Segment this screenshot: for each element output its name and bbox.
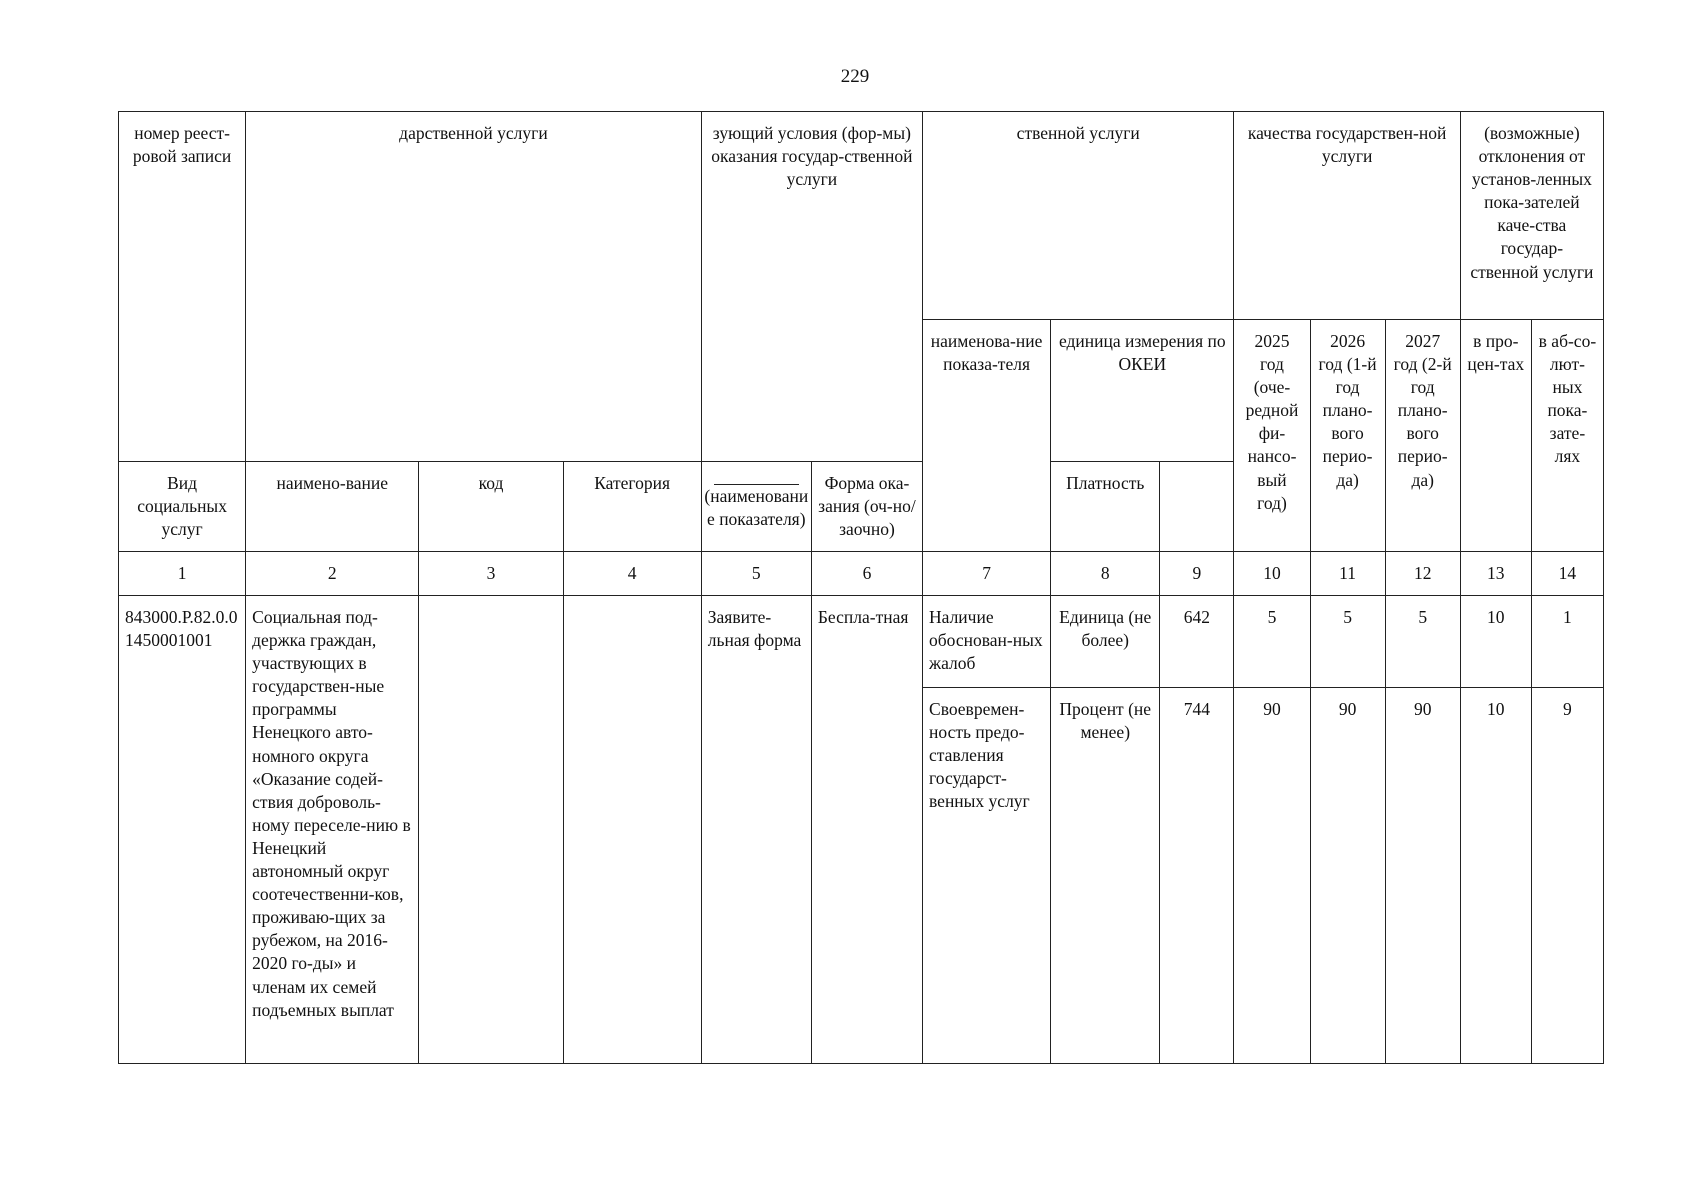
header-in-percent: в про-цен-тах <box>1460 320 1531 552</box>
value-2025: 90 <box>1234 688 1310 1064</box>
header-year-2025: 2025 год (оче-редной фи-нансо-вый год) <box>1234 320 1310 552</box>
column-number-row <box>119 552 1604 596</box>
column-number: 12 <box>1385 552 1460 596</box>
header-year-2027: 2027 год (2-й год плано-вого перио-да) <box>1385 320 1460 552</box>
record-category <box>419 596 563 1064</box>
column-number: 4 <box>563 552 701 596</box>
header-in-absolute: в аб-со-лют-ных пока-зате-лях <box>1531 320 1603 552</box>
indicator-unit: Процент (не менее) <box>1051 688 1160 1064</box>
page-number: 229 <box>840 66 870 87</box>
column-number: 10 <box>1234 552 1310 596</box>
indicator-name: Наличие обоснован-ных жалоб <box>923 596 1051 688</box>
header-reg-number: номер реест-ровой записи <box>119 112 246 462</box>
column-number: 13 <box>1460 552 1531 596</box>
header-row-top <box>119 112 1604 320</box>
column-number: 7 <box>923 552 1051 596</box>
header-indicator-blank <box>701 462 811 552</box>
header-service-content: дарственной услуги <box>246 112 702 462</box>
value-2027: 5 <box>1385 596 1460 688</box>
header-category: Категория <box>563 462 701 552</box>
header-quality-indicator: ственной услуги <box>923 112 1234 320</box>
column-number: 14 <box>1531 552 1603 596</box>
indicator-code: 642 <box>1160 596 1234 688</box>
header-payment: Платность <box>1051 462 1160 552</box>
deviation-absolute: 9 <box>1531 688 1603 1064</box>
indicator-code: 744 <box>1160 688 1234 1064</box>
quality-indicators-table <box>118 111 1604 1064</box>
record-payment: Бесплa-тная <box>811 596 922 1064</box>
header-deviations: (возможные) отклонения от установ-ленных пока-зателей каче-ства государ-ственной услуги <box>1460 112 1603 320</box>
deviation-percent: 10 <box>1460 596 1531 688</box>
column-number: 3 <box>419 552 563 596</box>
column-number: 8 <box>1051 552 1160 596</box>
column-number: 11 <box>1310 552 1385 596</box>
record-indicator-blank <box>563 596 701 1064</box>
header-service-type: Вид социальных услуг <box>119 462 246 552</box>
value-2026: 5 <box>1310 596 1385 688</box>
header-okei-name: наимено-вание <box>246 462 419 552</box>
header-okei-unit: единица измерения по ОКЕИ <box>1051 320 1234 462</box>
value-2026: 90 <box>1310 688 1385 1064</box>
record-service-type: Социальная под-держка граждан, участвующих в государствен-ные программы Ненецкого авто-номного округа «Оказание содей-ствия доброволь-ному переселе-нию в Ненецкий автономный округ соотечественни-ков, проживаю-щих за рубежом, на 2016-2020 го-ды» и членам их семей подъемных выплат <box>246 596 419 1064</box>
record-reg-number: 843000.Р.82.0.01450001001 <box>119 596 246 1064</box>
deviation-absolute: 1 <box>1531 596 1603 688</box>
value-2027: 90 <box>1385 688 1460 1064</box>
header-quality-values: качества государствен-ной услуги <box>1234 112 1460 320</box>
header-conditions: зующий условия (фор-мы) оказания государ-ственной услуги <box>701 112 922 462</box>
column-number: 9 <box>1160 552 1234 596</box>
header-indicator-name: наименова-ние показа-теля <box>923 320 1051 552</box>
header-okei-code: код <box>419 462 563 552</box>
record-provision-form: Заявите-льная форма <box>701 596 811 1064</box>
deviation-percent: 10 <box>1460 688 1531 1064</box>
header-provision-form: Форма ока-зания (оч-но/заочно) <box>811 462 922 552</box>
column-number: 2 <box>246 552 419 596</box>
value-2025: 5 <box>1234 596 1310 688</box>
indicator-unit: Единица (не более) <box>1051 596 1160 688</box>
blank-underline <box>714 472 799 485</box>
column-number: 1 <box>119 552 246 596</box>
indicator-name: Своевремен-ность предо-ставления государст-венных услуг <box>923 688 1051 1064</box>
header-indicator-blank-label: (наименование показателя) <box>704 486 809 530</box>
column-number: 6 <box>811 552 922 596</box>
column-number: 5 <box>701 552 811 596</box>
table-row <box>119 596 1604 688</box>
header-year-2026: 2026 год (1-й год плано-вого перио-да) <box>1310 320 1385 552</box>
